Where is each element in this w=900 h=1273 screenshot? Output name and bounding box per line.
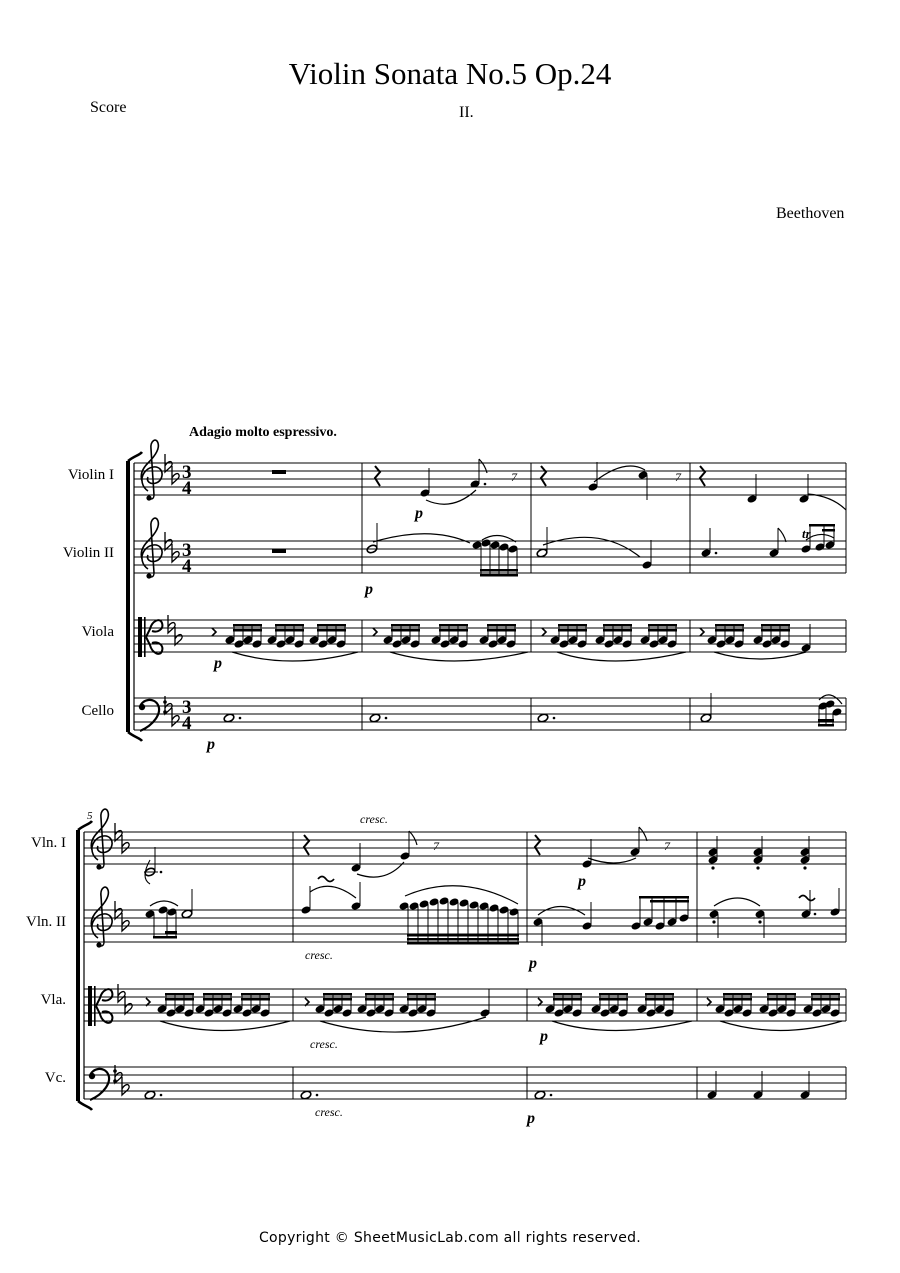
dynamic-p: p (214, 655, 222, 672)
svg-text:3: 3 (182, 462, 192, 483)
instrument-label-vla: Vla. (40, 992, 66, 1008)
dynamic-p: p (365, 581, 373, 598)
svg-text:7: 7 (433, 839, 439, 853)
thirty-second-run (398, 886, 519, 945)
movement-number: II. (459, 104, 474, 121)
dynamic-p: p (529, 955, 537, 972)
tempo-marking: Adagio molto espressivo. (189, 425, 337, 440)
measure-number: 5 (87, 810, 93, 822)
svg-text:7: 7 (664, 839, 670, 853)
cresc-marking: cresc. (310, 1037, 338, 1051)
instrument-label-vln1: Vln. I (31, 835, 66, 851)
dynamic-p: p (578, 873, 586, 890)
cresc-marking: cresc. (315, 1105, 343, 1119)
score-title: Violin Sonata No.5 Op.24 (288, 56, 612, 91)
svg-text:7: 7 (675, 470, 681, 484)
instrument-label-cello: Cello (81, 703, 114, 719)
cresc-marking: cresc. (360, 812, 388, 826)
instrument-label-violin-2: Violin II (62, 545, 114, 561)
instrument-label-viola: Viola (81, 624, 114, 640)
score-label: Score (90, 99, 127, 116)
treble-clef-icon (141, 440, 162, 500)
svg-text:4: 4 (182, 713, 192, 734)
svg-text:4: 4 (182, 478, 192, 499)
composer-name: Beethoven (776, 205, 845, 222)
dynamic-p: p (207, 736, 215, 753)
dynamic-p: p (527, 1110, 535, 1127)
instrument-label-vln2: Vln. II (26, 914, 66, 930)
trill-mark: tr (802, 526, 811, 541)
svg-text:3: 3 (182, 697, 192, 718)
whole-rest (272, 470, 286, 474)
system-2 (76, 809, 846, 1127)
time-signature (182, 462, 192, 734)
instrument-label-violin-1: Violin I (67, 467, 114, 483)
instrument-label-vc: Vc. (44, 1070, 66, 1086)
sixteenth-group (471, 535, 518, 576)
treble-clef-icon (141, 518, 162, 578)
svg-text:4: 4 (182, 556, 192, 577)
alto-clef-icon (138, 617, 162, 657)
dynamic-p: p (540, 1028, 548, 1045)
system-1 (126, 440, 846, 753)
dynamic-p: p (415, 505, 423, 522)
copyright-notice: Copyright © SheetMusicLab.com all rights reserved. (258, 1230, 642, 1246)
cresc-marking: cresc. (305, 948, 333, 962)
svg-text:3: 3 (182, 540, 192, 561)
bass-clef-icon (139, 700, 167, 731)
svg-text:7: 7 (511, 470, 517, 484)
